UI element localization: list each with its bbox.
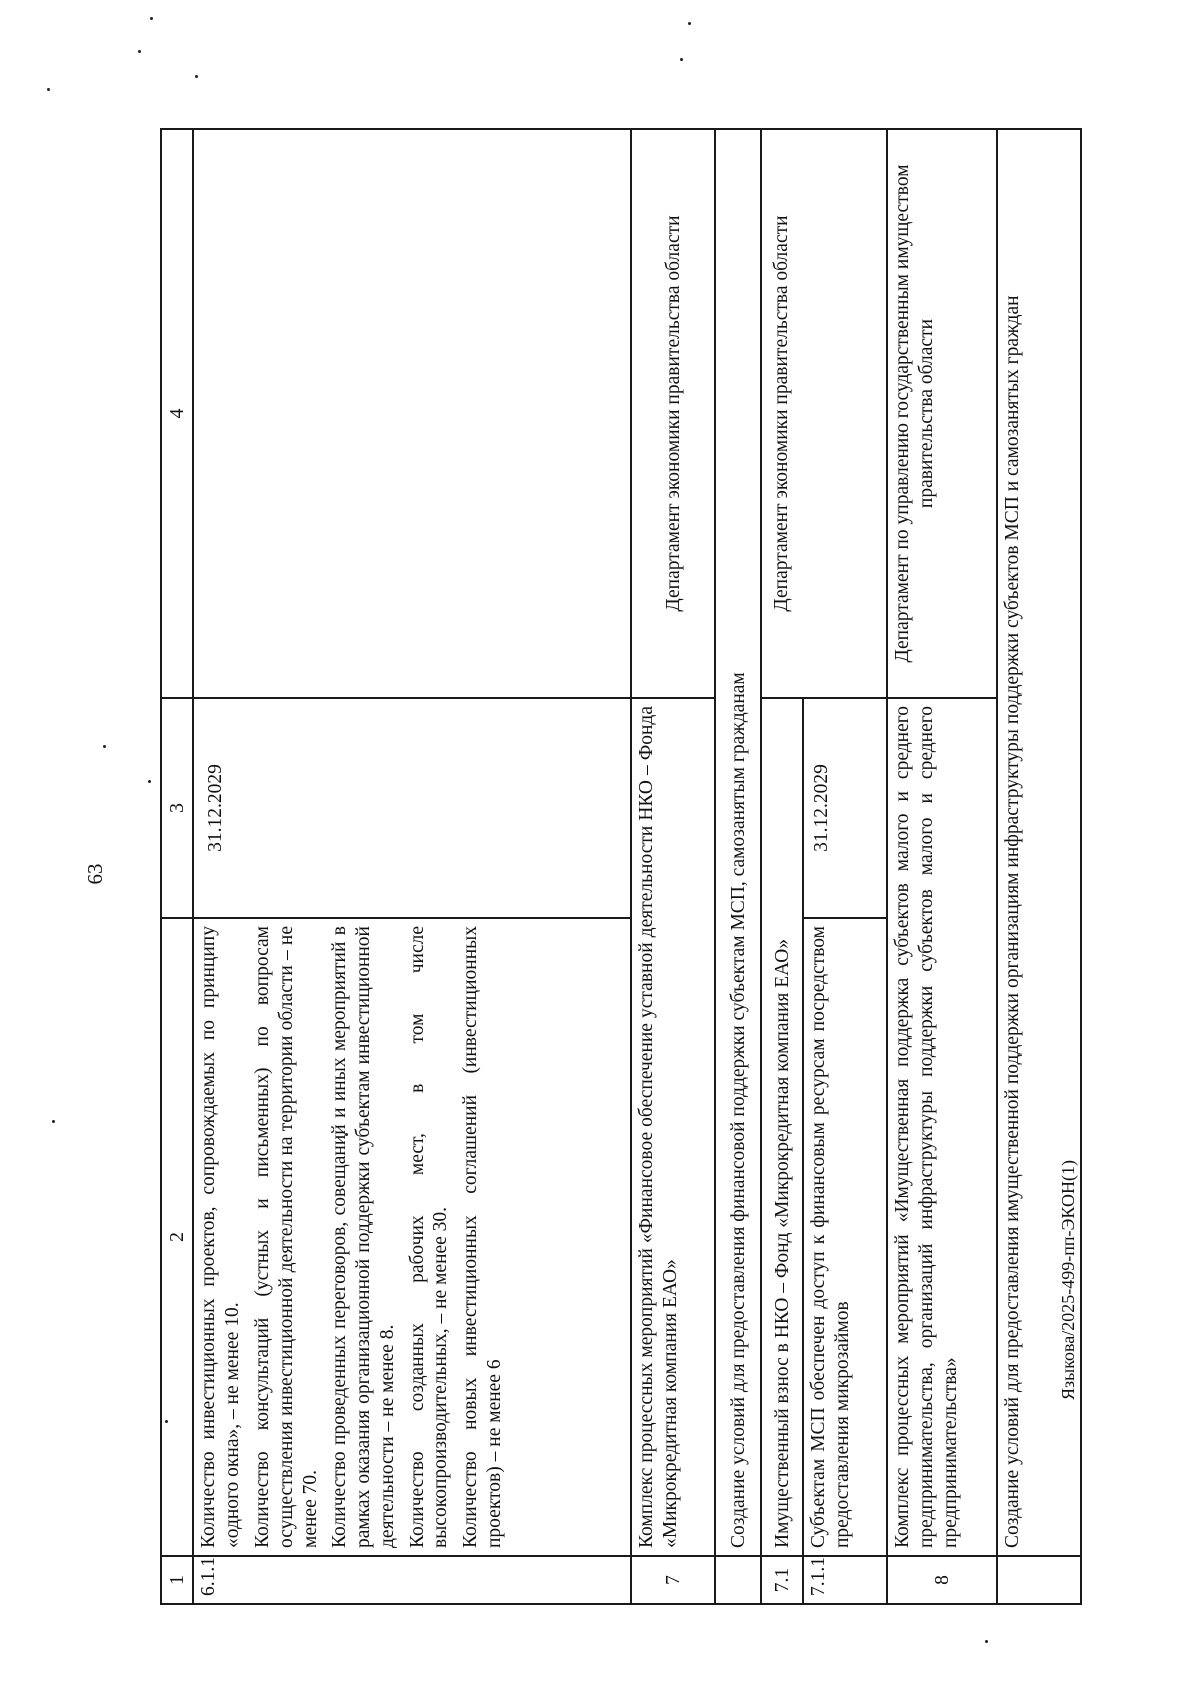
row-number: 7.1 bbox=[761, 1556, 803, 1604]
plan-table bbox=[160, 128, 1082, 1605]
task-description: Создание условий для предоставления финансовой поддержки субъектам МСП, самозанятым гражданам bbox=[715, 129, 761, 1556]
rotated-table-frame bbox=[160, 130, 1070, 1605]
program-complex-title: Комплекс процессных мероприятий «Имущественная поддержка субъектов малого и среднего предпринимательства, организаций инфраструктуры поддержки субъектов малого и среднего предпринимательства» bbox=[887, 698, 997, 1556]
indicator-text: Количество инвестиционных проектов, сопровождаемых по принципу «одного окна», – не менее 10. bbox=[198, 926, 244, 1548]
indicator-text: Количество новых инвестиционных соглашений (инвестиционных проектов) – не менее 6 bbox=[460, 926, 505, 1548]
document-code: Языкова/2025-499-пп-ЭКОН(1) bbox=[1058, 1160, 1078, 1400]
indicator-text: Количество созданных рабочих мест, в том числе высокопроизводительных, – не менее 30. bbox=[406, 926, 452, 1548]
row-number: 6.1.1 bbox=[193, 1556, 631, 1604]
responsible-department: Департамент экономики правительства области bbox=[631, 129, 715, 698]
scan-speck bbox=[688, 22, 691, 25]
scan-speck bbox=[148, 780, 151, 783]
program-complex-title: Комплекс процессных мероприятий «Финансовое обеспечение уставной деятельности НКО – Фонда «Микрокредитная компания ЕАО» bbox=[631, 698, 715, 1556]
table-row bbox=[631, 129, 715, 1604]
scan-speck bbox=[103, 745, 106, 748]
column-header: 4 bbox=[161, 129, 193, 698]
scan-speck bbox=[138, 50, 141, 53]
scan-speck bbox=[150, 17, 153, 20]
deadline-date: 31.12.2029 bbox=[803, 698, 887, 918]
table-header-row bbox=[161, 129, 193, 1604]
indicator-text: Количество проведенных переговоров, совещаний и иных мероприятий в рамках оказания организационной поддержки субъектам инвестиционной деятельности – не менее 8. bbox=[329, 926, 398, 1548]
scan-speck bbox=[680, 58, 683, 61]
row-number: 8 bbox=[887, 1556, 997, 1604]
responsible-department: Департамент экономики правительства области bbox=[761, 129, 887, 698]
row-number: 7 bbox=[631, 1556, 715, 1604]
table-row bbox=[887, 129, 997, 1604]
indicator-text: Количество консультаций (устных и письменных) по вопросам осуществления инвестиционной деятельности на территории области – не менее 70. bbox=[251, 926, 321, 1548]
task-description: Создание условий для предоставления имущественной поддержки организациям инфраструктуры поддержки субъектов МСП и самозанятых граждан bbox=[997, 129, 1081, 1556]
responsible-department: Департамент по управлению государственным имуществом правительства области bbox=[887, 129, 997, 698]
table-row bbox=[193, 129, 631, 1604]
scan-speck bbox=[52, 1120, 55, 1123]
scan-speck bbox=[985, 1640, 988, 1643]
row-number: 7.1.1 bbox=[803, 1556, 887, 1604]
table-row bbox=[715, 129, 761, 1604]
measure-title: Имущественный взнос в НКО – Фонд «Микрокредитная компания ЕАО» bbox=[761, 698, 803, 1556]
table-row bbox=[761, 129, 803, 1604]
responsible-cell bbox=[193, 129, 631, 698]
scan-speck bbox=[47, 88, 50, 91]
column-header: 3 bbox=[161, 698, 193, 918]
column-header: 2 bbox=[161, 918, 193, 1556]
scan-speck bbox=[195, 75, 198, 78]
result-description: Субъектам МСП обеспечен доступ к финансовым ресурсам посредством предоставления микрозаймов bbox=[803, 918, 887, 1556]
empty-number-cell bbox=[715, 1556, 761, 1604]
empty-number-cell bbox=[997, 1556, 1081, 1604]
page-number: 63 bbox=[83, 863, 107, 885]
deadline-date: 31.12.2029 bbox=[193, 698, 631, 918]
column-header: 1 bbox=[161, 1556, 193, 1604]
indicator-list bbox=[193, 918, 631, 1556]
